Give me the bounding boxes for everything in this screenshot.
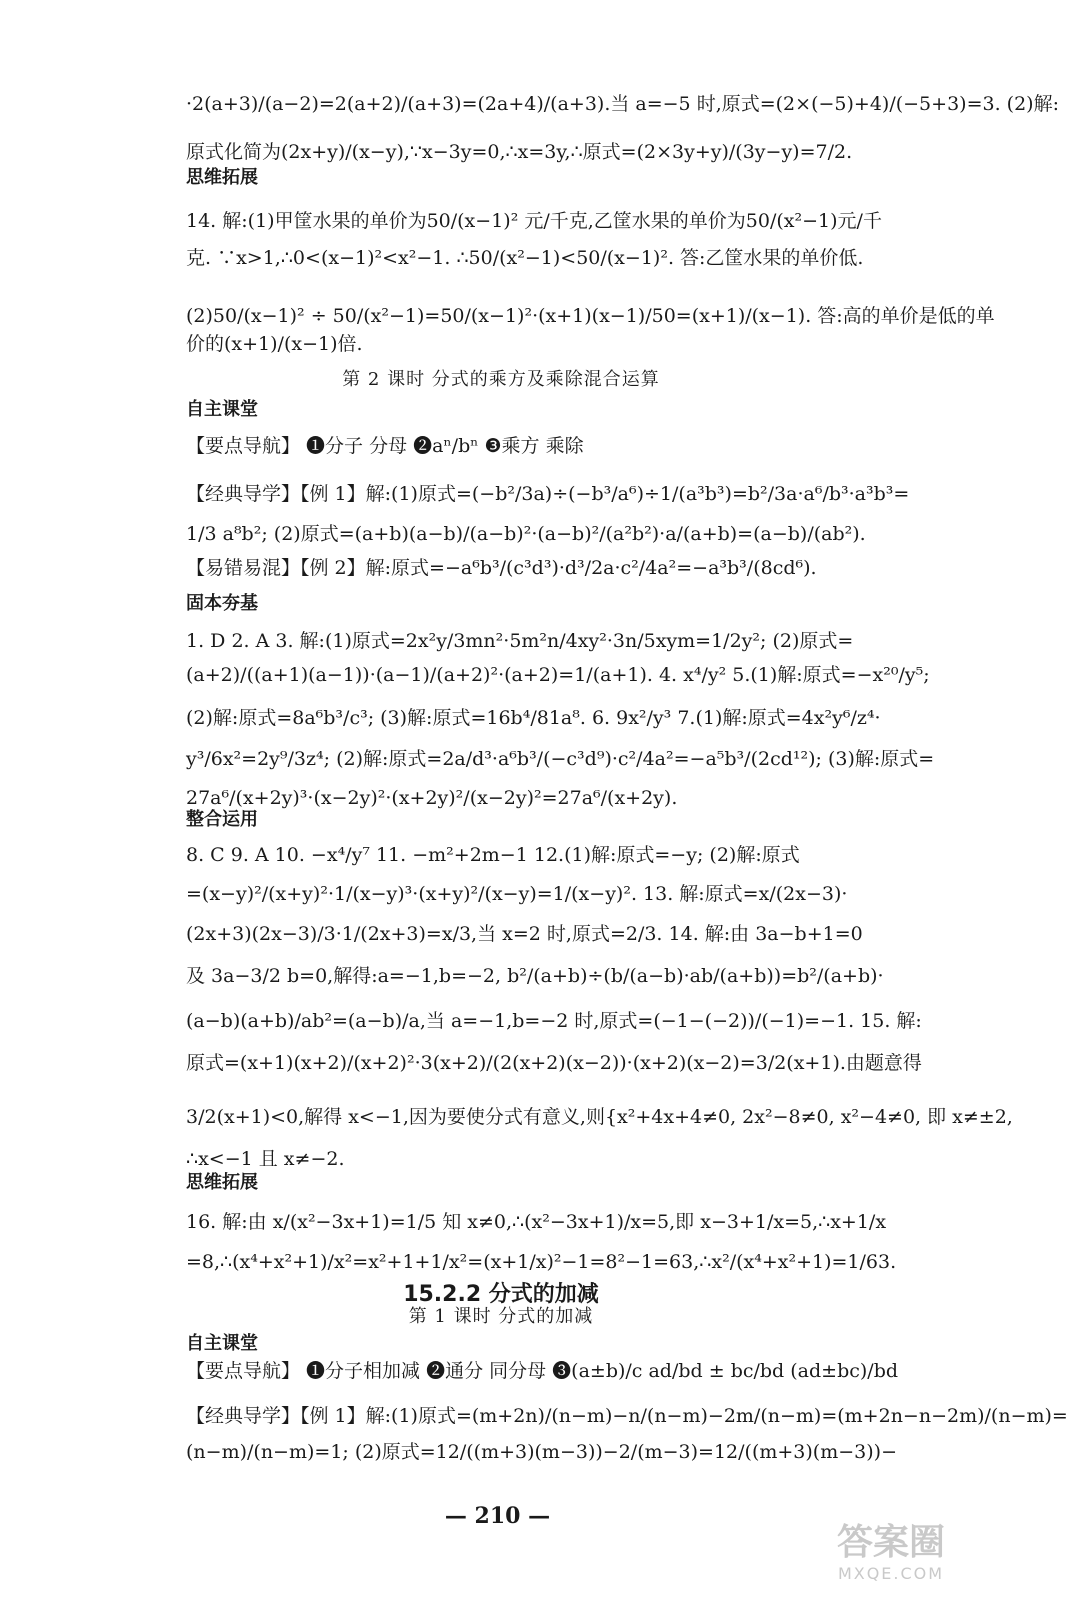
text-line: y³/6x²=2y⁹/3z⁴; (2)解:原式=2a/d³·a⁶b³/(−c³d⁹)·c²/4a²=−a⁵b³/(2cd¹²); (3)解:原式=: [186, 748, 935, 770]
watermark-url: MXQE.COM: [837, 1564, 945, 1583]
lesson-title: 第 1 课时 分式的加减: [408, 1306, 594, 1327]
chapter-section-title: 15.2.2 分式的加减: [403, 1282, 599, 1307]
text-line: (n−m)/(n−m)=1; (2)原式=12/((m+3)(m−3))−2/(m−3)=12/((m+3)(m−3))−: [186, 1441, 897, 1463]
section-heading: 自主课堂: [186, 399, 258, 420]
text-line: (2x+3)(2x−3)/3·1/(2x+3)=x/3,当 x=2 时,原式=2/3. 14. 解:由 3a−b+1=0: [186, 923, 863, 945]
text-line: 1/3 a⁸b²; (2)原式=(a+b)(a−b)/(a−b)²·(a−b)²/(a²b²)·a/(a+b)=(a−b)/(ab²).: [186, 523, 866, 545]
text-line: 8. C 9. A 10. −x⁴/y⁷ 11. −m²+2m−1 12.(1)解:原式=−y; (2)解:原式: [186, 844, 800, 866]
watermark-logo: 答案圈: [836, 1522, 945, 1563]
text-line: 【经典导学】【例 1】解:(1)原式=(−b²/3a)÷(−b³/a⁶)÷1/(a³b³)=b²/3a·a⁶/b³·a³b³=: [186, 483, 910, 505]
section-heading: 思维拓展: [186, 1172, 258, 1193]
page-number: — 210 —: [444, 1503, 551, 1529]
text-line: ·2(a+3)/(a−2)=2(a+2)/(a+3)=(2a+4)/(a+3).当 a=−5 时,原式=(2×(−5)+4)/(−5+3)=3. (2)解:: [186, 93, 1059, 115]
text-line: (a−b)(a+b)/ab²=(a−b)/a,当 a=−1,b=−2 时,原式=(−1−(−2))/(−1)=−1. 15. 解:: [186, 1010, 922, 1032]
section-heading: 固本夯基: [186, 593, 258, 614]
text-line: =8,∴(x⁴+x²+1)/x²=x²+1+1/x²=(x+1/x)²−1=8²−1=63,∴x²/(x⁴+x²+1)=1/63.: [186, 1251, 897, 1273]
text-line: 原式=(x+1)(x+2)/(x+2)²·3(x+2)/(2(x+2)(x−2))·(x+2)(x−2)=3/2(x+1).由题意得: [186, 1052, 922, 1074]
text-line: 【易错易混】【例 2】解:原式=−a⁶b³/(c³d³)·d³/2a·c²/4a²=−a³b³/(8cd⁶).: [186, 557, 817, 579]
text-line: 3/2(x+1)<0,解得 x<−1,因为要使分式有意义,则{x²+4x+4≠0, 2x²−8≠0, x²−4≠0, 即 x≠±2,: [186, 1106, 1013, 1128]
text-line: 1. D 2. A 3. 解:(1)原式=2x²y/3mn²·5m²n/4xy²·3n/5xym=1/2y²; (2)原式=: [186, 630, 854, 652]
section-heading: 思维拓展: [186, 167, 258, 188]
lesson-title: 第 2 课时 分式的乘方及乘除混合运算: [342, 369, 660, 390]
text-line: 【要点导航】 ❶分子相加减 ❷通分 同分母 ❸(a±b)/c ad/bd ± bc/bd (ad±bc)/bd: [186, 1360, 899, 1382]
text-line: (2)50/(x−1)² ÷ 50/(x²−1)=50/(x−1)²·(x+1)(x−1)/50=(x+1)/(x−1). 答:高的单价是低的单: [186, 305, 995, 327]
text-line: 【经典导学】【例 1】解:(1)原式=(m+2n)/(n−m)−n/(n−m)−2m/(n−m)=(m+2n−n−2m)/(n−m)=: [186, 1405, 1068, 1427]
text-line: (a+2)/((a+1)(a−1))·(a−1)/(a+2)²·(a+2)=1/(a+1). 4. x⁴/y² 5.(1)解:原式=−x²⁰/y⁵;: [186, 664, 930, 686]
section-heading: 整合运用: [186, 809, 258, 830]
text-line: 及 3a−3/2 b=0,解得:a=−1,b=−2, b²/(a+b)÷(b/(a−b)·ab/(a+b))=b²/(a+b)·: [186, 965, 884, 987]
watermark: [811, 1522, 971, 1592]
text-line: 原式化简为(2x+y)/(x−y),∵x−3y=0,∴x=3y,∴原式=(2×3y+y)/(3y−y)=7/2.: [186, 141, 853, 163]
text-line: 【要点导航】 ❶分子 分母 ❷aⁿ/bⁿ ❸乘方 乘除: [186, 435, 584, 457]
text-line: 16. 解:由 x/(x²−3x+1)=1/5 知 x≠0,∴(x²−3x+1)/x=5,即 x−3+1/x=5,∴x+1/x: [186, 1211, 887, 1233]
text-line: 克. ∵x>1,∴0<(x−1)²<x²−1. ∴50/(x²−1)<50/(x−1)². 答:乙筐水果的单价低.: [186, 247, 864, 269]
text-line: (2)解:原式=8a⁶b³/c³; (3)解:原式=16b⁴/81a⁸. 6. 9x²/y³ 7.(1)解:原式=4x²y⁶/z⁴·: [186, 707, 881, 729]
text-line: 27a⁶/(x+2y)³·(x−2y)²·(x+2y)²/(x−2y)²=27a⁶/(x+2y).: [186, 787, 678, 809]
section-heading: 自主课堂: [186, 1333, 258, 1354]
text-line: 价的(x+1)/(x−1)倍.: [186, 333, 363, 355]
text-line: 14. 解:(1)甲筐水果的单价为50/(x−1)² 元/千克,乙筐水果的单价为50/(x²−1)元/千: [186, 210, 882, 232]
text-line: =(x−y)²/(x+y)²·1/(x−y)³·(x+y)²/(x−y)=1/(x−y)². 13. 解:原式=x/(2x−3)·: [186, 883, 848, 905]
text-line: ∴x<−1 且 x≠−2.: [186, 1148, 345, 1170]
